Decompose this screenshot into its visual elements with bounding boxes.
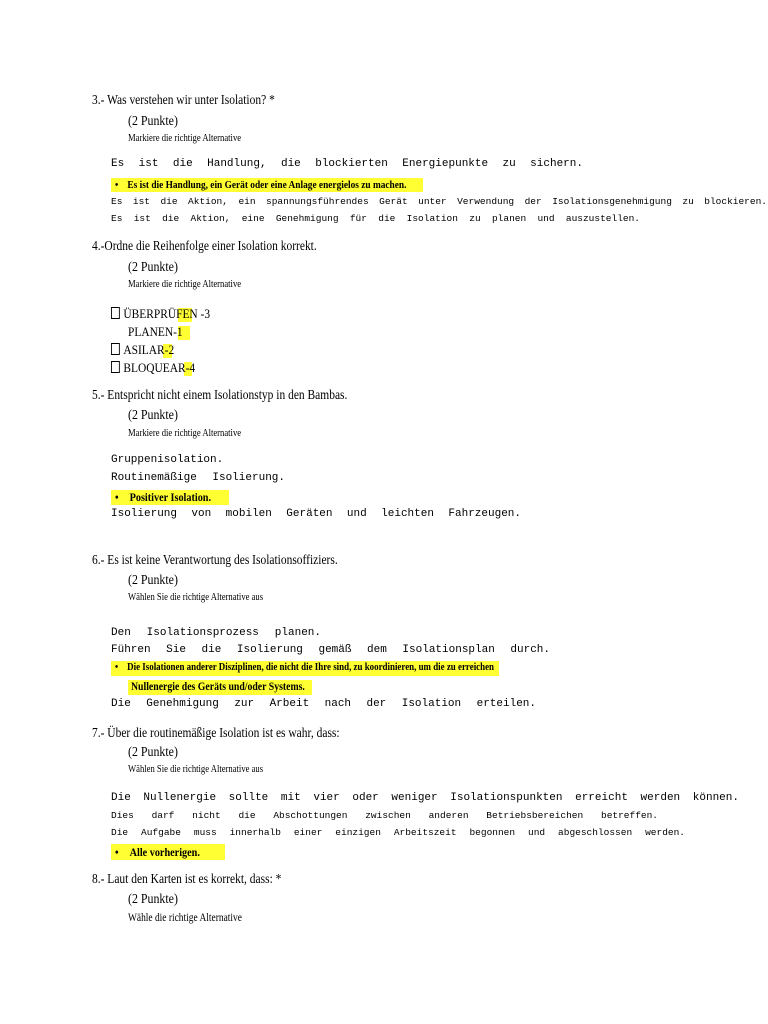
q6-points: (2 Punkte) bbox=[128, 573, 178, 588]
q7-option-2[interactable]: Dies darf nicht die Abschottungen zwischen anderen Betriebsbereichen betreffen. bbox=[111, 810, 658, 821]
q3-title: 3.- Was verstehen wir unter Isolation? * bbox=[92, 93, 275, 108]
q6-option-3-line2: Nullenergie des Geräts und/oder Systems. bbox=[131, 681, 305, 693]
q3-option-3[interactable]: Es ist die Aktion, ein spannungsführendes Gerät unter Verwendung der Isolationsgenehmigung zu blockieren. bbox=[111, 196, 767, 207]
q3-points: (2 Punkte) bbox=[128, 114, 178, 129]
q3-option-2[interactable] bbox=[115, 179, 406, 191]
q5-title: 5.- Entspricht nicht einem Isolationstyp in den Bambas. bbox=[92, 388, 348, 403]
q7-option-4[interactable] bbox=[115, 845, 200, 860]
q4-item-1-label: ÜBERPRÜFEN -3 bbox=[123, 306, 211, 321]
q4-item-4[interactable] bbox=[111, 360, 195, 376]
q5-instruction: Markiere die richtige Alternative bbox=[128, 428, 242, 439]
q5-option-3-text: Positiver Isolation. bbox=[129, 490, 212, 504]
q3-instruction: Markiere die richtige Alternative bbox=[128, 133, 242, 144]
bullet-icon: • bbox=[115, 490, 119, 504]
q7-option-3[interactable]: Die Aufgabe muss innerhalb einer einzigen Arbeitszeit begonnen und abgeschlossen werden. bbox=[111, 827, 685, 838]
q4-item-2-label: PLANEN-1 bbox=[128, 324, 183, 339]
q5-points: (2 Punkte) bbox=[128, 408, 178, 423]
bullet-icon: • bbox=[115, 179, 119, 191]
q7-instruction: Wählen Sie die richtige Alternative aus bbox=[128, 764, 264, 775]
q4-item-4-label: BLOQUEAR-4 bbox=[123, 360, 196, 375]
q7-option-4-text: Alle vorherigen. bbox=[129, 845, 200, 859]
q8-title: 8.- Laut den Karten ist es korrekt, dass: * bbox=[92, 872, 282, 887]
bullet-icon: • bbox=[115, 845, 119, 859]
q8-points: (2 Punkte) bbox=[128, 892, 178, 907]
q4-item-3-label: ASILAR-2 bbox=[123, 342, 175, 357]
q3-option-2-text: Es ist die Handlung, ein Gerät oder eine Anlage energielos zu machen. bbox=[127, 179, 407, 191]
checkbox-icon bbox=[111, 307, 120, 319]
q6-option-3[interactable] bbox=[115, 662, 494, 673]
q5-option-1[interactable]: Gruppenisolation. bbox=[111, 454, 224, 466]
q5-option-4[interactable]: Isolierung von mobilen Geräten und leichten Fahrzeugen. bbox=[111, 508, 521, 520]
q3-option-4[interactable]: Es ist die Aktion, eine Genehmigung für die Isolation zu planen und auszustellen. bbox=[111, 213, 640, 224]
checkbox-icon bbox=[111, 343, 120, 355]
q4-title: 4.-Ordne die Reihenfolge einer Isolation korrekt. bbox=[92, 239, 317, 254]
q7-points: (2 Punkte) bbox=[128, 745, 178, 760]
q6-option-4[interactable]: Die Genehmigung zur Arbeit nach der Isolation erteilen. bbox=[111, 698, 536, 710]
q6-title: 6.- Es ist keine Verantwortung des Isolationsoffiziers. bbox=[92, 553, 338, 568]
q5-option-2[interactable]: Routinemäßige Isolierung. bbox=[111, 472, 285, 484]
q5-option-3[interactable] bbox=[115, 490, 211, 505]
q4-item-2[interactable] bbox=[128, 324, 183, 340]
checkbox-icon bbox=[111, 361, 120, 373]
bullet-icon: • bbox=[115, 662, 119, 673]
q4-instruction: Markiere die richtige Alternative bbox=[128, 279, 242, 290]
q7-option-1[interactable]: Die Nullenergie sollte mit vier oder weniger Isolationspunkten erreicht werden können. bbox=[111, 792, 739, 804]
q4-item-1[interactable] bbox=[111, 306, 210, 322]
q8-instruction: Wähle die richtige Alternative bbox=[128, 912, 242, 924]
q4-points: (2 Punkte) bbox=[128, 260, 178, 275]
q7-title: 7.- Über die routinemäßige Isolation ist es wahr, dass: bbox=[92, 726, 340, 741]
q4-item-3[interactable] bbox=[111, 342, 174, 358]
q6-option-2[interactable]: Führen Sie die Isolierung gemäß dem Isolationsplan durch. bbox=[111, 644, 550, 656]
q3-option-1[interactable]: Es ist die Handlung, die blockierten Energiepunkte zu sichern. bbox=[111, 158, 583, 170]
q6-option-3-text-line1: Die Isolationen anderer Disziplinen, die nicht die Ihre sind, zu koordinieren, um die zu erreichen bbox=[127, 662, 495, 673]
q6-option-1[interactable]: Den Isolationsprozess planen. bbox=[111, 627, 321, 639]
q6-instruction: Wählen Sie die richtige Alternative aus bbox=[128, 592, 264, 603]
